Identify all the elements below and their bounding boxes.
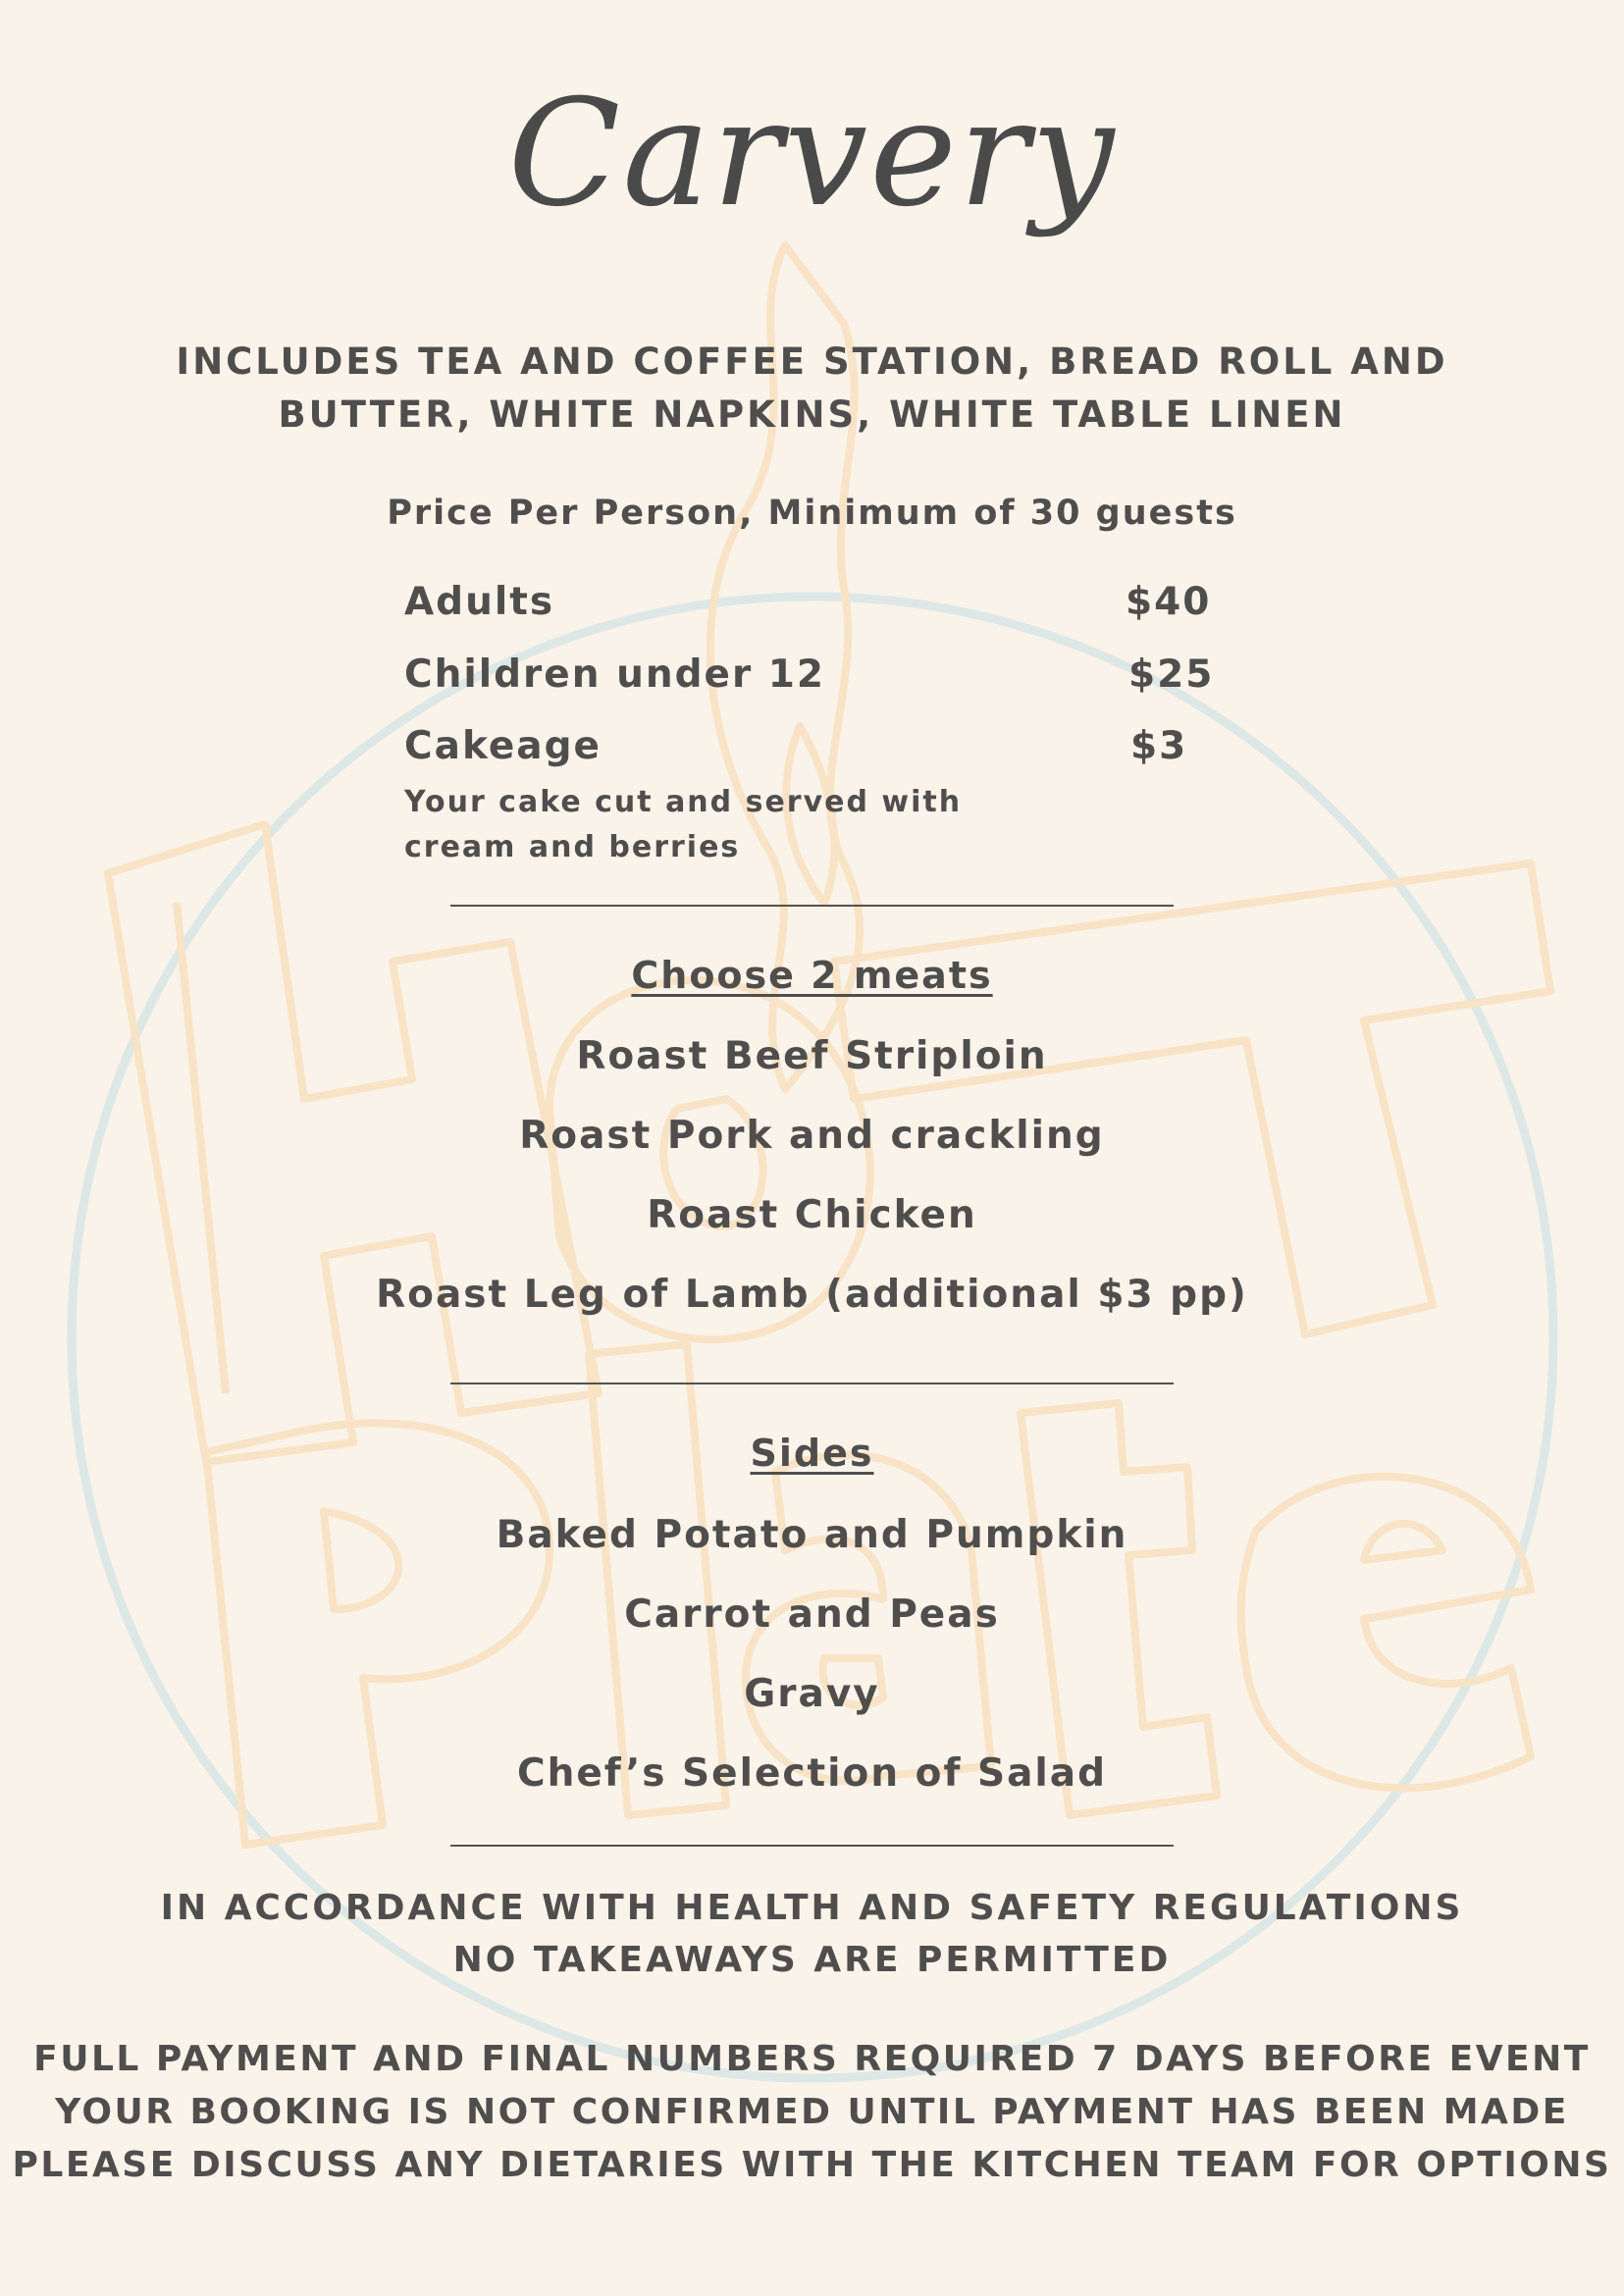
notice-line: IN ACCORDANCE WITH HEALTH AND SAFETY REGULATIONS	[160, 1888, 1464, 1928]
inclusions-line: INCLUDES TEA AND COFFEE STATION, BREAD ROLL AND	[176, 340, 1448, 383]
price-value: $3	[1130, 724, 1188, 768]
meats-list	[0, 1017, 1624, 1334]
inclusions-line: BUTTER, WHITE NAPKINS, WHITE TABLE LINEN	[278, 393, 1346, 436]
booking-terms	[0, 2033, 1624, 2192]
list-item: Baked Potato and Pumpkin	[496, 1513, 1128, 1557]
cakeage-description-line: cream and berries	[404, 830, 741, 864]
terms-line: PLEASE DISCUSS ANY DIETARIES WITH THE KITCHEN TEAM FOR OPTIONS	[12, 2145, 1612, 2185]
meats-heading	[0, 954, 1624, 997]
price-value: $40	[1126, 580, 1212, 624]
cakeage-description-line: Your cake cut and served with	[404, 785, 963, 819]
meats-heading-text: Choose 2 meats	[631, 954, 993, 997]
list-item: Roast Beef Striploin	[576, 1034, 1048, 1078]
list-item: Carrot and Peas	[624, 1592, 1000, 1637]
terms-line: FULL PAYMENT AND FINAL NUMBERS REQUIRED 7 DAYS BEFORE EVENT	[33, 2039, 1591, 2079]
sides-heading	[0, 1432, 1624, 1475]
list-item: Gravy	[744, 1672, 880, 1716]
menu-title-text: Carvery	[507, 69, 1117, 239]
price-label: Adults	[404, 580, 555, 624]
terms-line: YOUR BOOKING IS NOT CONFIRMED UNTIL PAYMENT HAS BEEN MADE	[55, 2092, 1569, 2132]
sides-list	[0, 1495, 1624, 1813]
divider	[450, 905, 1174, 907]
list-item: Roast Leg of Lamb (additional $3 pp)	[376, 1273, 1248, 1317]
inclusions-text	[0, 336, 1624, 442]
menu-title	[0, 69, 1624, 239]
list-item: Chef’s Selection of Salad	[516, 1751, 1108, 1796]
list-item: Roast Chicken	[647, 1193, 977, 1237]
cakeage-description	[404, 780, 962, 870]
takeaway-notice	[0, 1882, 1624, 1986]
sides-heading-text: Sides	[750, 1432, 874, 1475]
notice-line: NO TAKEAWAYS ARE PERMITTED	[452, 1940, 1172, 1980]
price-note: Price Per Person, Minimum of 30 guests	[387, 494, 1237, 533]
divider	[450, 1383, 1174, 1384]
price-value: $25	[1128, 652, 1215, 697]
list-item: Roast Pork and crackling	[519, 1114, 1105, 1158]
price-label: Cakeage	[404, 724, 602, 768]
price-label: Children under 12	[404, 652, 826, 697]
divider	[450, 1845, 1174, 1847]
